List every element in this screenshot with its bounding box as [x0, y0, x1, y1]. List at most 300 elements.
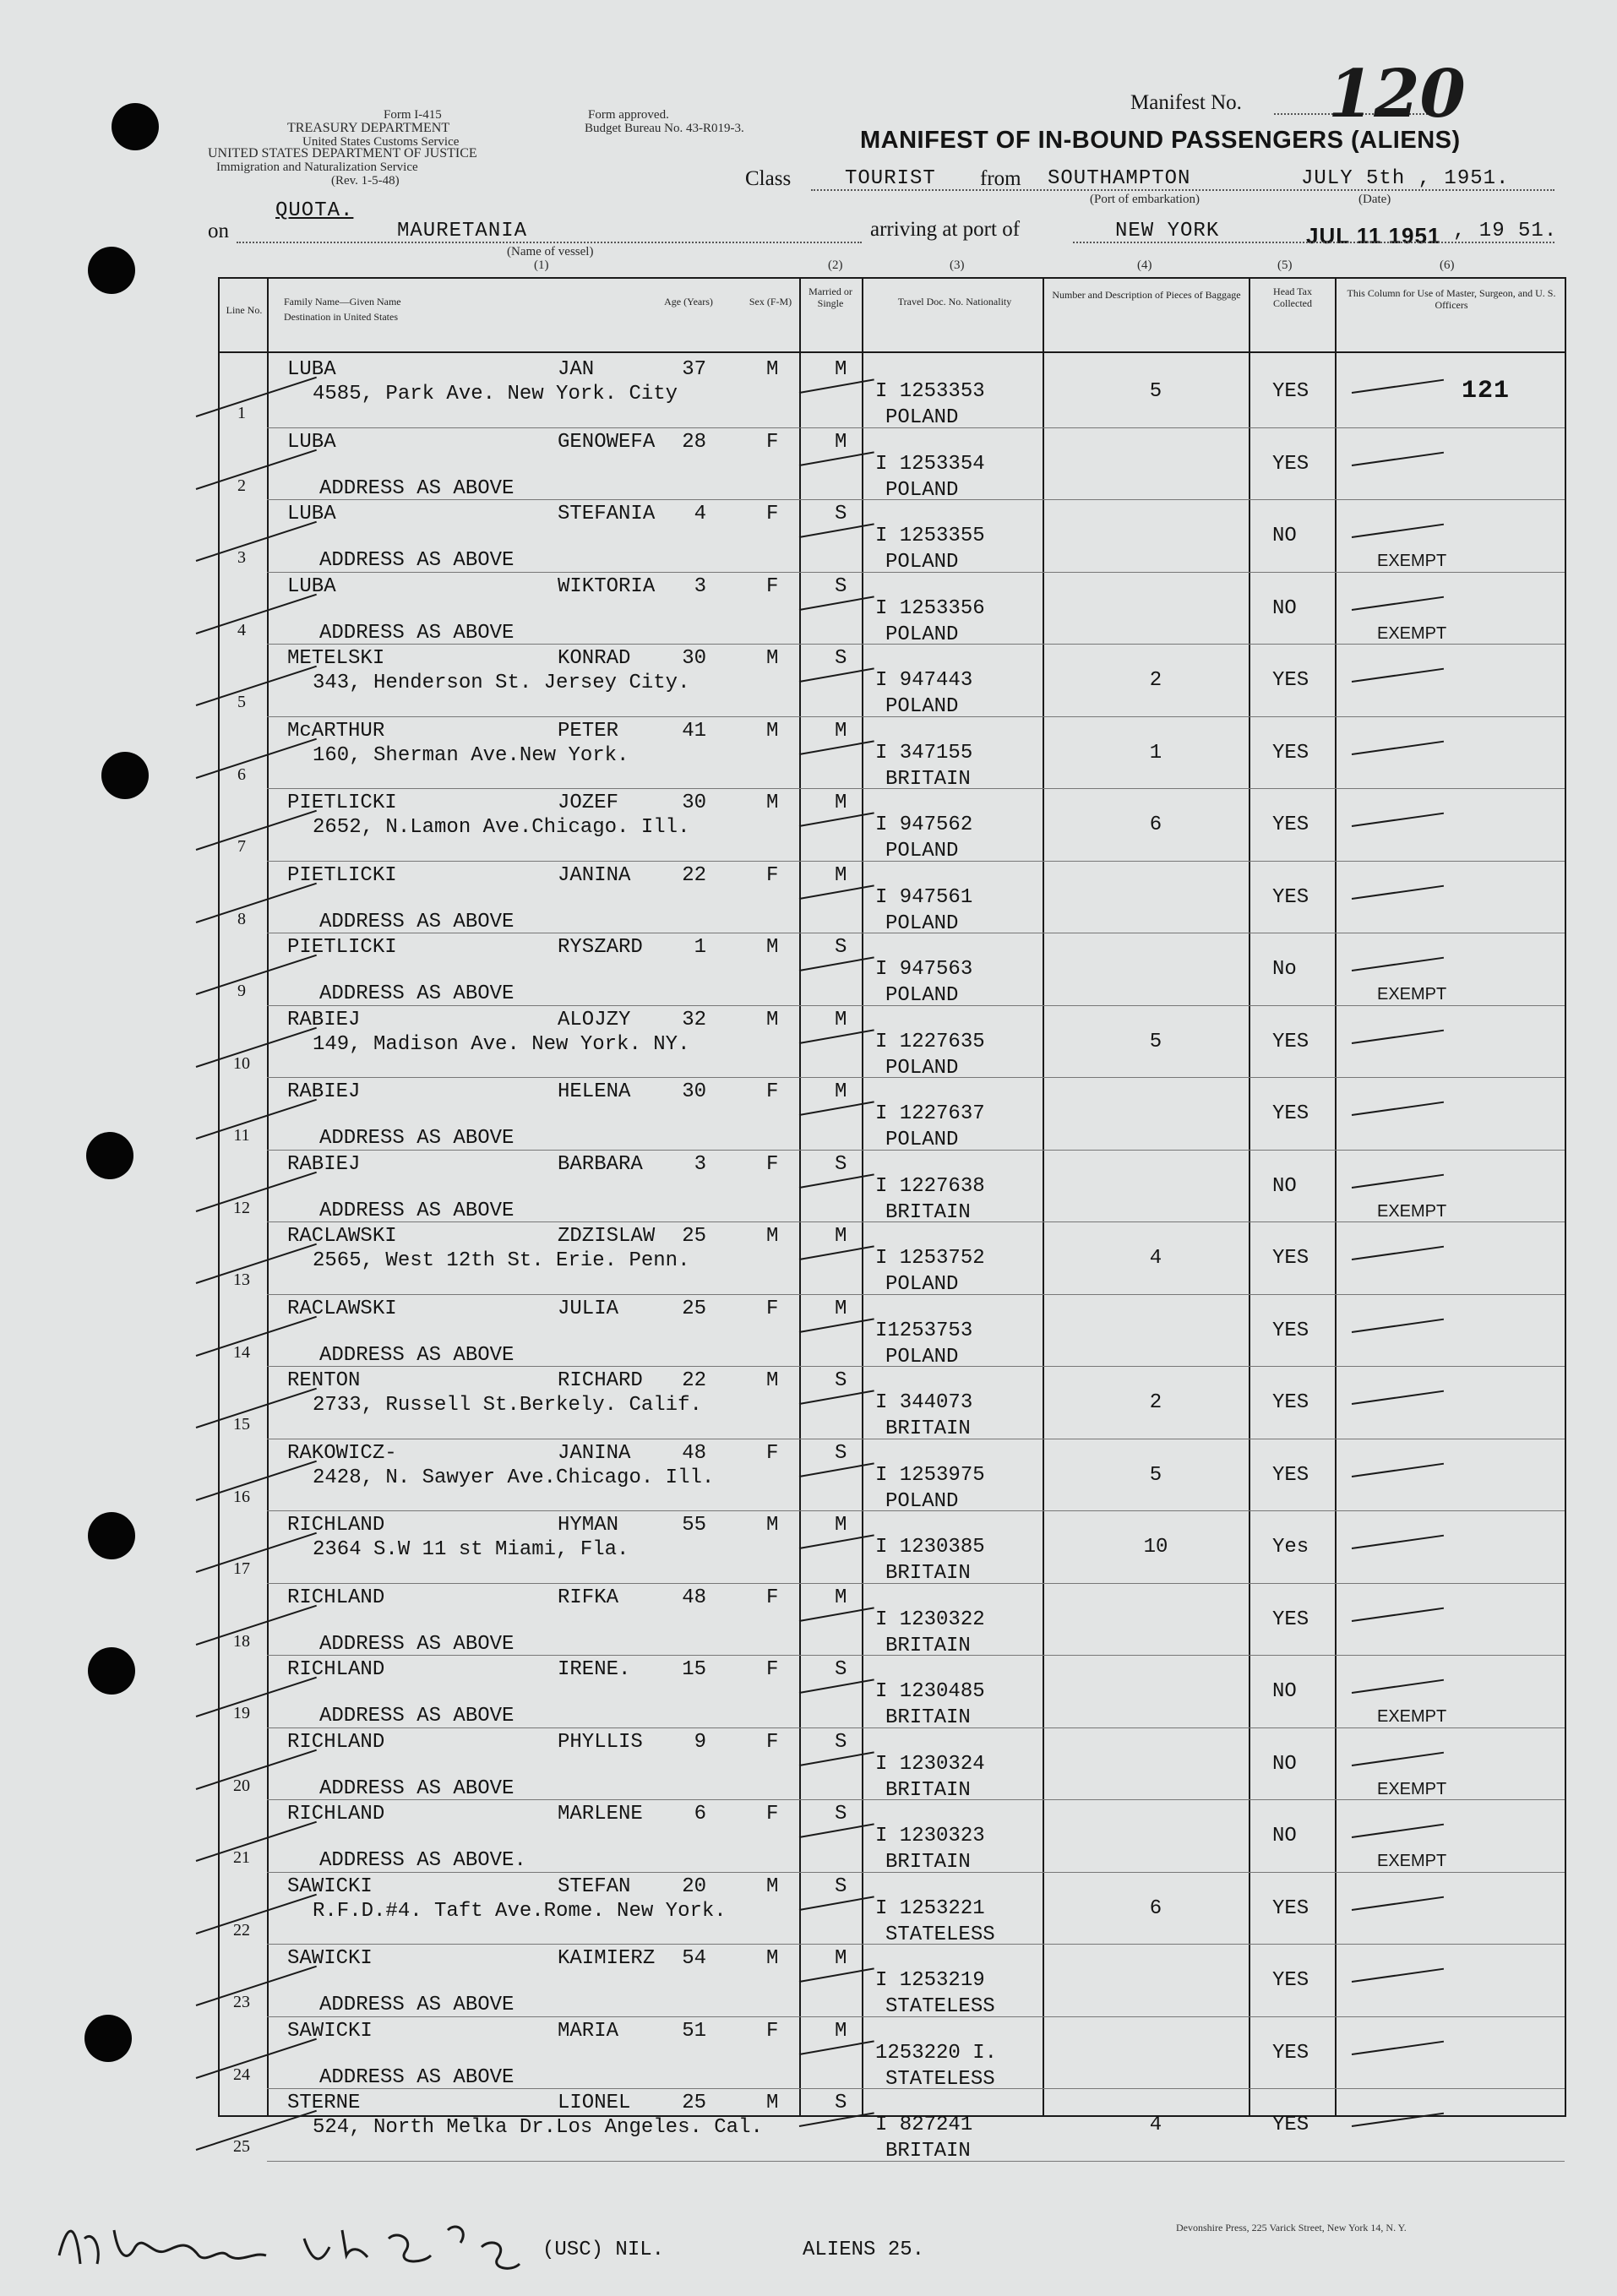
table-row [220, 1077, 1565, 1149]
family-name: RABIEJ [287, 1080, 361, 1103]
arrival-date-stamp: JUL 11 1951 [1306, 223, 1441, 248]
given-name: GENOWEFA [558, 430, 656, 454]
marital-status: M [835, 1947, 847, 1970]
col-header-line-no: Line No. [226, 304, 263, 316]
marital-status: M [835, 1008, 847, 1031]
given-name: ZDZISLAW [558, 1225, 656, 1248]
usc-count: (USC) NIL. [542, 2239, 665, 2261]
age: 9 [694, 1730, 706, 1754]
table-row [220, 499, 1565, 574]
arrival-year: , 19 51. [1453, 220, 1558, 242]
family-name: LUBA [287, 574, 336, 598]
destination-address: R.F.D.#4. Taft Ave.Rome. New York. [313, 1899, 727, 1923]
travel-doc-number: I 947563 [875, 958, 973, 981]
given-name: RYSZARD [558, 936, 643, 959]
punch-hole [88, 247, 135, 294]
check-mark [799, 1751, 874, 1766]
check-mark [1352, 596, 1444, 610]
check-mark [1352, 1751, 1444, 1766]
check-mark [1352, 451, 1444, 465]
nationality: POLAND [885, 984, 959, 1007]
line-number: 15 [233, 1415, 250, 1434]
punch-hole [84, 2015, 132, 2062]
marital-status: M [835, 719, 847, 743]
table-row [220, 933, 1565, 1007]
travel-doc-number: I 1253354 [875, 452, 985, 476]
line-number: 20 [233, 1776, 250, 1795]
col-header-family: Family Name—Given Name [284, 296, 401, 307]
line-number: 17 [233, 1559, 250, 1578]
sex: F [766, 503, 779, 525]
sex: M [766, 358, 779, 381]
check-mark [799, 2040, 874, 2055]
sex: F [766, 1297, 779, 1320]
col-header-baggage: Number and Description of Pieces of Baggage [1052, 289, 1241, 301]
family-name: RENTON [287, 1369, 361, 1392]
head-tax-collected: NO [1272, 1752, 1297, 1776]
check-mark [799, 812, 874, 827]
line-number: 11 [233, 1126, 250, 1145]
family-name: RICHLAND [287, 1586, 385, 1609]
nationality: STATELESS [885, 2067, 995, 2091]
head-tax-collected: NO [1272, 525, 1297, 547]
marital-status: M [835, 430, 847, 454]
given-name: JAN [558, 358, 595, 381]
age: 37 [682, 358, 706, 381]
handwritten-signature [51, 2205, 541, 2281]
baggage-count: 5 [1149, 380, 1162, 403]
col-header-age: Age (Years) [664, 296, 713, 307]
sex: F [766, 863, 779, 887]
nationality: BRITAIN [885, 767, 971, 791]
age: 15 [682, 1658, 706, 1681]
nationality: POLAND [885, 623, 959, 646]
given-name: MARIA [558, 2019, 619, 2043]
date-caption: (Date) [1358, 193, 1391, 206]
age: 25 [682, 2092, 706, 2114]
destination-address: 2428, N. Sawyer Ave.Chicago. Ill. [313, 1466, 715, 1489]
check-mark [799, 523, 874, 538]
travel-doc-number: I 1253353 [875, 380, 985, 403]
line-number: 5 [237, 693, 246, 711]
table-row [220, 1872, 1565, 1944]
punch-hole [112, 103, 159, 150]
travel-doc-number: I 1253752 [875, 1247, 985, 1270]
embark-date: JULY 5th , 1951. [1301, 167, 1510, 190]
port-of-embarkation: SOUTHAMPTON [1048, 167, 1191, 190]
line-number: 24 [233, 2065, 250, 2084]
family-name: LUBA [287, 358, 336, 381]
check-mark [799, 1029, 874, 1044]
given-name: WIKTORIA [558, 574, 656, 598]
col-header-married: Married or Single [808, 286, 852, 309]
baggage-count: 5 [1149, 1463, 1162, 1487]
family-name: RABIEJ [287, 1152, 361, 1176]
check-mark [799, 1967, 874, 1983]
marital-status: M [835, 863, 847, 887]
head-tax-collected: No [1272, 958, 1297, 981]
line-number: 1 [237, 404, 246, 422]
head-tax-collected: YES [1272, 1319, 1309, 1342]
treasury-dept: TREASURY DEPARTMENT [287, 121, 450, 135]
nationality: POLAND [885, 911, 959, 935]
table-row [220, 1294, 1565, 1366]
nationality: BRITAIN [885, 2140, 971, 2163]
nationality: BRITAIN [885, 1778, 971, 1802]
sex: F [766, 1441, 779, 1465]
travel-doc-number: I 1227635 [875, 1030, 985, 1053]
manifest-number: 120 [1328, 56, 1466, 133]
nationality: BRITAIN [885, 1851, 971, 1874]
column-number: (1) [534, 258, 549, 272]
marital-status: M [835, 1514, 847, 1537]
exempt-stamp: EXEMPT [1377, 1779, 1447, 1798]
age: 1 [694, 936, 706, 959]
head-tax-collected: YES [1272, 813, 1309, 836]
given-name: ALOJZY [558, 1008, 631, 1031]
head-tax-collected: YES [1272, 1102, 1309, 1125]
column-number: (3) [950, 258, 965, 272]
class-value: TOURIST [845, 167, 936, 190]
nationality: POLAND [885, 1056, 959, 1080]
given-name: KAIMIERZ [558, 1947, 656, 1970]
age: 30 [682, 647, 706, 670]
head-tax-collected: YES [1272, 1463, 1309, 1487]
table-row [220, 1727, 1565, 1802]
check-mark [799, 1896, 874, 1911]
check-mark [1352, 524, 1444, 538]
exempt-stamp: EXEMPT [1377, 552, 1447, 570]
exempt-stamp: EXEMPT [1377, 1201, 1447, 1221]
line-number: 25 [233, 2137, 250, 2156]
nationality: POLAND [885, 478, 959, 502]
manifest-label: Manifest No. [1130, 91, 1242, 114]
age: 4 [694, 503, 706, 525]
sex: M [766, 1947, 779, 1970]
destination-address: 2733, Russell St.Berkely. Calif. [313, 1394, 702, 1417]
line-number: 19 [233, 1704, 250, 1722]
check-mark [799, 740, 874, 755]
passenger-table [218, 277, 1566, 2163]
baggage-count: 6 [1149, 813, 1162, 836]
destination-address: 149, Madison Ave. New York. NY. [313, 1032, 690, 1056]
exempt-stamp: EXEMPT [1377, 1707, 1447, 1726]
table-row [220, 1583, 1565, 1655]
baggage-count: 2 [1149, 669, 1162, 692]
line-number: 22 [233, 1920, 250, 1940]
destination-address: ADDRESS AS ABOVE [319, 982, 514, 1005]
travel-doc-number: I 947562 [875, 813, 973, 836]
travel-doc-number: I 1253975 [875, 1463, 985, 1487]
sex: M [766, 936, 779, 959]
col-header-head-tax: Head Tax Collected [1273, 286, 1312, 309]
marital-status: M [835, 2019, 847, 2043]
travel-doc-number: I 1253221 [875, 1896, 985, 1920]
col-header-destination: Destination in United States [284, 311, 398, 323]
destination-address: 2565, West 12th St. Erie. Penn. [313, 1249, 690, 1272]
destination-address: ADDRESS AS ABOVE [319, 1632, 514, 1656]
age: 6 [694, 1803, 706, 1825]
family-name: SAWICKI [287, 1874, 373, 1898]
col-header-sex: Sex (F-M) [749, 296, 792, 307]
manifest-title: MANIFEST OF IN-BOUND PASSENGERS (ALIENS) [860, 127, 1461, 154]
family-name: RICHLAND [287, 1803, 385, 1825]
check-mark [1352, 1607, 1444, 1621]
check-mark [1352, 813, 1444, 827]
age: 41 [682, 719, 706, 743]
given-name: RIFKA [558, 1586, 619, 1609]
marital-status: S [835, 1441, 847, 1465]
travel-doc-number: I 344073 [875, 1391, 973, 1414]
head-tax-collected: YES [1272, 1247, 1309, 1270]
punch-hole [86, 1132, 133, 1179]
destination-address: ADDRESS AS ABOVE [319, 1776, 514, 1800]
marital-status: S [835, 1152, 847, 1176]
column-number: (6) [1440, 258, 1455, 272]
check-mark [799, 1318, 874, 1333]
table-row [220, 716, 1565, 791]
line-number: 16 [233, 1487, 250, 1506]
line-number: 23 [233, 1993, 250, 2011]
marital-status: S [835, 936, 847, 959]
head-tax-collected: NO [1272, 596, 1297, 620]
justice-dept: UNITED STATES DEPARTMENT OF JUSTICE [208, 146, 477, 161]
sex: M [766, 719, 779, 743]
table-row [220, 2016, 1565, 2091]
age: 48 [682, 1441, 706, 1465]
given-name: LIONEL [558, 2092, 631, 2114]
given-name: JANINA [558, 1441, 631, 1465]
table-row [220, 1655, 1565, 1727]
nationality: POLAND [885, 1345, 959, 1368]
age: 54 [682, 1947, 706, 1970]
check-mark [799, 596, 874, 611]
check-mark [1352, 1246, 1444, 1260]
form-number: Form I-415 [384, 108, 442, 122]
head-tax-collected: YES [1272, 1896, 1309, 1920]
punch-hole [88, 1647, 135, 1695]
sex: M [766, 1008, 779, 1031]
age: 22 [682, 1369, 706, 1392]
age: 28 [682, 430, 706, 454]
head-tax-collected: YES [1272, 2114, 1309, 2136]
marital-status: S [835, 1658, 847, 1681]
sex: M [766, 1369, 779, 1392]
destination-address: 343, Henderson St. Jersey City. [313, 672, 690, 694]
destination-address: ADDRESS AS ABOVE [319, 1199, 514, 1222]
port-embark-caption: (Port of embarkation) [1090, 193, 1200, 206]
travel-doc-number: I 1230323 [875, 1825, 985, 1847]
column-number: (2) [828, 258, 843, 272]
marital-status: M [835, 1586, 847, 1609]
age: 51 [682, 2019, 706, 2043]
table-row [220, 788, 1565, 860]
marital-status: M [835, 1080, 847, 1103]
sex: F [766, 1586, 779, 1609]
age: 22 [682, 863, 706, 887]
destination-address: 160, Sherman Ave.New York. [313, 743, 629, 767]
check-mark [799, 1173, 874, 1189]
check-mark [1352, 1968, 1444, 1983]
age: 30 [682, 792, 706, 814]
line-number: 18 [233, 1631, 250, 1651]
given-name: HYMAN [558, 1514, 619, 1537]
table-row [220, 1944, 1565, 2016]
nationality: STATELESS [885, 1923, 995, 1946]
family-name: RACLAWSKI [287, 1297, 397, 1320]
punch-hole [101, 752, 149, 799]
destination-address: ADDRESS AS ABOVE [319, 2065, 514, 2089]
table-row [220, 1799, 1565, 1874]
check-mark [799, 1462, 874, 1477]
exempt-stamp: EXEMPT [1377, 985, 1447, 1004]
travel-doc-number: I 1230385 [875, 1536, 985, 1559]
check-mark [1352, 740, 1444, 754]
marital-status: S [835, 2092, 847, 2114]
line-number: 7 [237, 837, 246, 856]
given-name: RICHARD [558, 1369, 643, 1392]
line-number: 10 [233, 1053, 250, 1073]
given-name: KONRAD [558, 647, 631, 670]
check-mark [799, 1245, 874, 1260]
baggage-count: 6 [1149, 1896, 1162, 1920]
head-tax-collected: YES [1272, 452, 1309, 476]
sex: F [766, 574, 779, 598]
from-label: from [980, 167, 1021, 190]
check-mark [1352, 957, 1444, 971]
line-number: 9 [237, 982, 246, 1000]
marital-status: M [835, 792, 847, 814]
travel-doc-number: I 827241 [875, 2114, 973, 2136]
marital-status: S [835, 647, 847, 670]
punch-hole [88, 1512, 135, 1559]
class-label: Class [745, 167, 792, 190]
check-mark [799, 2112, 874, 2127]
form-approval: Form approved. [588, 108, 669, 122]
nationality: BRITAIN [885, 1417, 971, 1440]
baggage-count: 4 [1149, 2114, 1162, 2136]
head-tax-collected: YES [1272, 1969, 1309, 1992]
on-label: on [208, 220, 229, 242]
nationality: POLAND [885, 1273, 959, 1296]
marital-status: S [835, 1874, 847, 1898]
family-name: LUBA [287, 503, 336, 525]
marital-status: M [835, 1225, 847, 1248]
aliens-total: ALIENS 25. [803, 2239, 925, 2261]
family-name: RICHLAND [287, 1514, 385, 1537]
age: 25 [682, 1297, 706, 1320]
nationality: POLAND [885, 1129, 959, 1151]
check-mark [799, 667, 874, 683]
family-name: RAKOWICZ- [287, 1441, 397, 1465]
check-mark [799, 451, 874, 466]
sex: F [766, 1658, 779, 1681]
check-mark [799, 378, 874, 394]
check-mark [1352, 1102, 1444, 1116]
check-mark [1352, 1896, 1444, 1910]
nationality: POLAND [885, 406, 959, 429]
sex: F [766, 2019, 779, 2043]
family-name: RICHLAND [287, 1730, 385, 1754]
revision: (Rev. 1-5-48) [331, 174, 400, 188]
travel-doc-number: I 947561 [875, 885, 973, 909]
line-number: 13 [233, 1270, 250, 1289]
baggage-count: 5 [1149, 1030, 1162, 1053]
given-name: STEFAN [558, 1874, 631, 1898]
marital-status: S [835, 1369, 847, 1392]
line-number: 8 [237, 909, 246, 928]
baggage-count: 4 [1149, 1247, 1162, 1270]
exempt-stamp: EXEMPT [1377, 623, 1447, 643]
marital-status: S [835, 574, 847, 598]
family-name: RABIEJ [287, 1008, 361, 1031]
nationality: BRITAIN [885, 1562, 971, 1585]
marital-status: M [835, 1297, 847, 1320]
age: 20 [682, 1874, 706, 1898]
destination-address: 4585, Park Ave. New York. City [313, 383, 678, 405]
head-tax-collected: YES [1272, 1030, 1309, 1053]
table-row [220, 1150, 1565, 1224]
family-name: STERNE [287, 2092, 361, 2114]
age: 3 [694, 574, 706, 598]
travel-doc-number: I 1227637 [875, 1102, 985, 1125]
travel-doc-number: I 347155 [875, 741, 973, 764]
given-name: BARBARA [558, 1152, 643, 1176]
given-name: IRENE. [558, 1658, 631, 1681]
age: 25 [682, 1225, 706, 1248]
head-tax-collected: NO [1272, 1825, 1297, 1847]
col-header-travel-doc: Travel Doc. No. Nationality [897, 296, 1012, 307]
nationality: BRITAIN [885, 1200, 971, 1224]
budget-bureau: Budget Bureau No. 43-R019-3. [585, 122, 744, 135]
table-row [220, 1221, 1565, 1296]
destination-address: ADDRESS AS ABOVE [319, 549, 514, 572]
age: 3 [694, 1152, 706, 1176]
check-mark [799, 1390, 874, 1405]
sex: M [766, 1874, 779, 1898]
age: 32 [682, 1008, 706, 1031]
travel-doc-number: I 1253355 [875, 525, 985, 547]
table-row [220, 355, 1565, 427]
given-name: JOZEF [558, 792, 619, 814]
table-row [220, 1005, 1565, 1080]
vessel-caption: (Name of vessel) [507, 245, 594, 258]
travel-doc-number: I 1230324 [875, 1752, 985, 1776]
nationality: POLAND [885, 1489, 959, 1513]
exempt-stamp: EXEMPT [1377, 1852, 1447, 1870]
head-tax-collected: NO [1272, 1680, 1297, 1703]
sex: M [766, 1225, 779, 1248]
age: 55 [682, 1514, 706, 1537]
sex: F [766, 1152, 779, 1176]
family-name: SAWICKI [287, 2019, 373, 2043]
given-name: MARLENE [558, 1803, 643, 1825]
check-mark [799, 1678, 874, 1694]
baggage-count: 2 [1149, 1391, 1162, 1414]
travel-doc-number: I 1230322 [875, 1608, 985, 1631]
sex: M [766, 2092, 779, 2114]
head-tax-collected: YES [1272, 2041, 1309, 2065]
column-number: (4) [1137, 258, 1152, 272]
destination-address: 524, North Melka Dr.Los Angeles. Cal. [313, 2116, 763, 2139]
family-name: PIETLICKI [287, 792, 397, 814]
table-row [220, 1510, 1565, 1585]
check-mark [799, 1823, 874, 1838]
nationality: BRITAIN [885, 1706, 971, 1729]
destination-address: ADDRESS AS ABOVE [319, 1127, 514, 1150]
head-tax-collected: YES [1272, 1608, 1309, 1631]
table-row [220, 572, 1565, 644]
